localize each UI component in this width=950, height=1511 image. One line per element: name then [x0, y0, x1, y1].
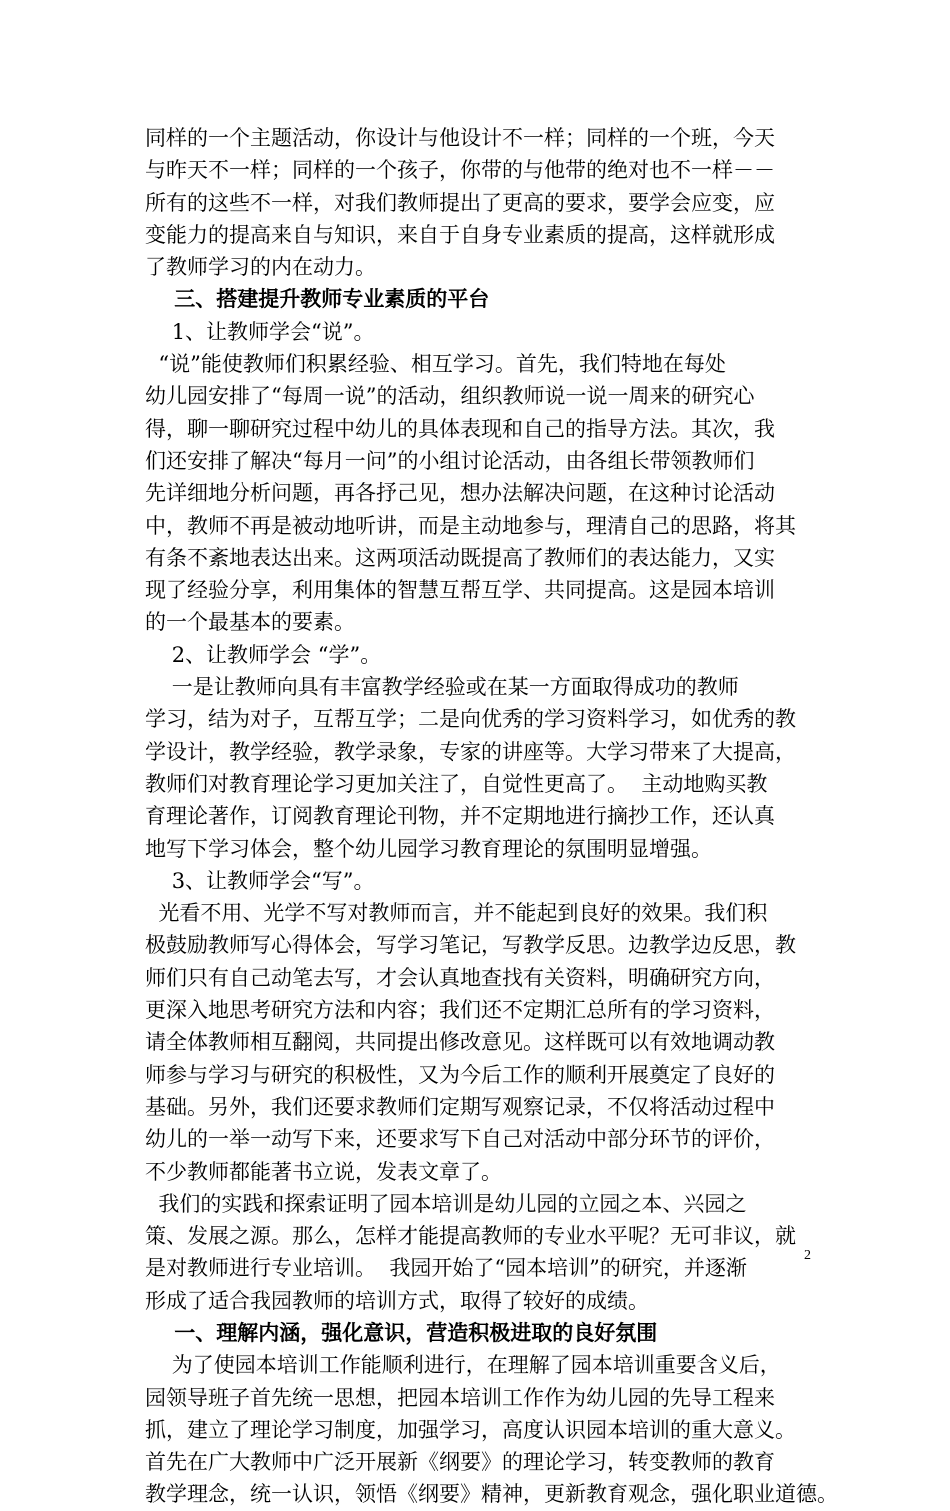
- text-line: 策、发展之源。那么，怎样才能提高教师的专业水平呢？无可非议，就: [145, 1224, 796, 1249]
- text-line: 学习，结为对子，互帮互学；二是向优秀的学习资料学习，如优秀的教: [145, 707, 796, 732]
- text-line: 园领导班子首先统一思想，把园本培训工作作为幼儿园的先导工程来: [145, 1385, 775, 1410]
- text-line: 为了使园本培训工作能顺利进行，在理解了园本培训重要含义后，: [145, 1353, 781, 1378]
- text-line: 形成了适合我园教师的培训方式，取得了较好的成绩。: [145, 1288, 649, 1313]
- subsection-heading: 2、让教师学会 “学”。: [145, 642, 382, 667]
- text-line: 所有的这些不一样，对我们教师提出了更高的要求，要学会应变，应: [145, 190, 775, 215]
- text-line: 先详细地分析问题，再各抒己见，想办法解决问题，在这种讨论活动: [145, 481, 775, 506]
- text-line: 我们的实践和探索证明了园本培训是幼儿园的立园之本、兴园之: [145, 1191, 747, 1216]
- text-line: 现了经验分享，利用集体的智慧互帮互学、共同提高。这是园本培训: [145, 578, 775, 603]
- text-line: 极鼓励教师写心得体会，写学习笔记，写教学反思。边教学边反思，教: [145, 933, 796, 958]
- text-line: 育理论著作，订阅教育理论刊物，并不定期地进行摘抄工作，还认真: [145, 804, 775, 829]
- text-line: 地写下学习体会，整个幼儿园学习教育理论的氛围明显增强。: [145, 836, 712, 861]
- text-line: 得，聊一聊研究过程中幼儿的具体表现和自己的指导方法。其次，我: [145, 416, 775, 441]
- section-heading: 三、搭建提升教师专业素质的平台: [145, 286, 490, 312]
- document-body: [145, 122, 838, 1511]
- subsection-heading: 3、让教师学会“写”。: [145, 868, 375, 893]
- text-line: 师参与学习与研究的积极性，又为今后工作的顺利开展奠定了良好的: [145, 1062, 775, 1087]
- page-number: 2: [804, 1248, 811, 1263]
- text-line: 幼儿的一举一动写下来，还要求写下自己对活动中部分环节的评价，: [145, 1127, 775, 1152]
- text-line: 们还安排了解决“每月一问”的小组讨论活动，由各组长带领教师们: [145, 448, 755, 473]
- text-line: 更深入地思考研究方法和内容；我们还不定期汇总所有的学习资料，: [145, 998, 775, 1023]
- text-line: 抓，建立了理论学习制度，加强学习，高度认识园本培训的重大意义。: [145, 1417, 796, 1442]
- text-line: 教师们对教育理论学习更加关注了，自觉性更高了。 主动地购买教: [145, 771, 768, 796]
- text-line: 基础。另外，我们还要求教师们定期写观察记录，不仅将活动过程中: [145, 1094, 775, 1119]
- text-line: 师们只有自己动笔去写，才会认真地查找有关资料，明确研究方向，: [145, 965, 775, 990]
- subsection-heading: 1、让教师学会“说”。: [145, 319, 375, 344]
- text-line: 不少教师都能著书立说，发表文章了。: [145, 1159, 502, 1184]
- text-line: “说”能使教师们积累经验、相互学习。首先，我们特地在每处: [145, 352, 726, 377]
- text-line: 了教师学习的内在动力。: [145, 255, 376, 280]
- text-line: 首先在广大教师中广泛开展新《纲要》的理论学习，转变教师的教育: [145, 1450, 775, 1475]
- text-line: 的一个最基本的要素。: [145, 610, 355, 635]
- text-line: 光看不用、光学不写对教师而言，并不能起到良好的效果。我们积: [145, 901, 768, 926]
- section-heading: 一、理解内涵，强化意识，营造积极进取的良好氛围: [145, 1319, 658, 1345]
- text-line: 变能力的提高来自与知识，来自于自身专业素质的提高，这样就形成: [145, 222, 775, 247]
- text-line: 教学理念，统一认识，领悟《纲要》精神，更新教育观念，强化职业道德。: [145, 1482, 838, 1507]
- text-line: 学设计，教学经验，教学录象，专家的讲座等。大学习带来了大提高，: [145, 739, 796, 764]
- text-line: 请全体教师相互翻阅，共同提出修改意见。这样既可以有效地调动教: [145, 1030, 775, 1055]
- text-line: 中，教师不再是被动地听讲，而是主动地参与，理清自己的思路，将其: [145, 513, 796, 538]
- text-line: 有条不紊地表达出来。这两项活动既提高了教师们的表达能力，又实: [145, 545, 775, 570]
- text-line: 一是让教师向具有丰富教学经验或在某一方面取得成功的教师: [145, 675, 739, 700]
- text-line: 是对教师进行专业培训。 我园开始了“园本培训”的研究，并逐渐: [145, 1256, 747, 1281]
- text-line: 幼儿园安排了“每周一说”的活动，组织教师说一说一周来的研究心: [145, 384, 755, 409]
- text-line: 与昨天不一样；同样的一个孩子，你带的与他带的绝对也不一样－－: [145, 158, 775, 183]
- text-line: 同样的一个主题活动，你设计与他设计不一样；同样的一个班，今天: [145, 126, 775, 150]
